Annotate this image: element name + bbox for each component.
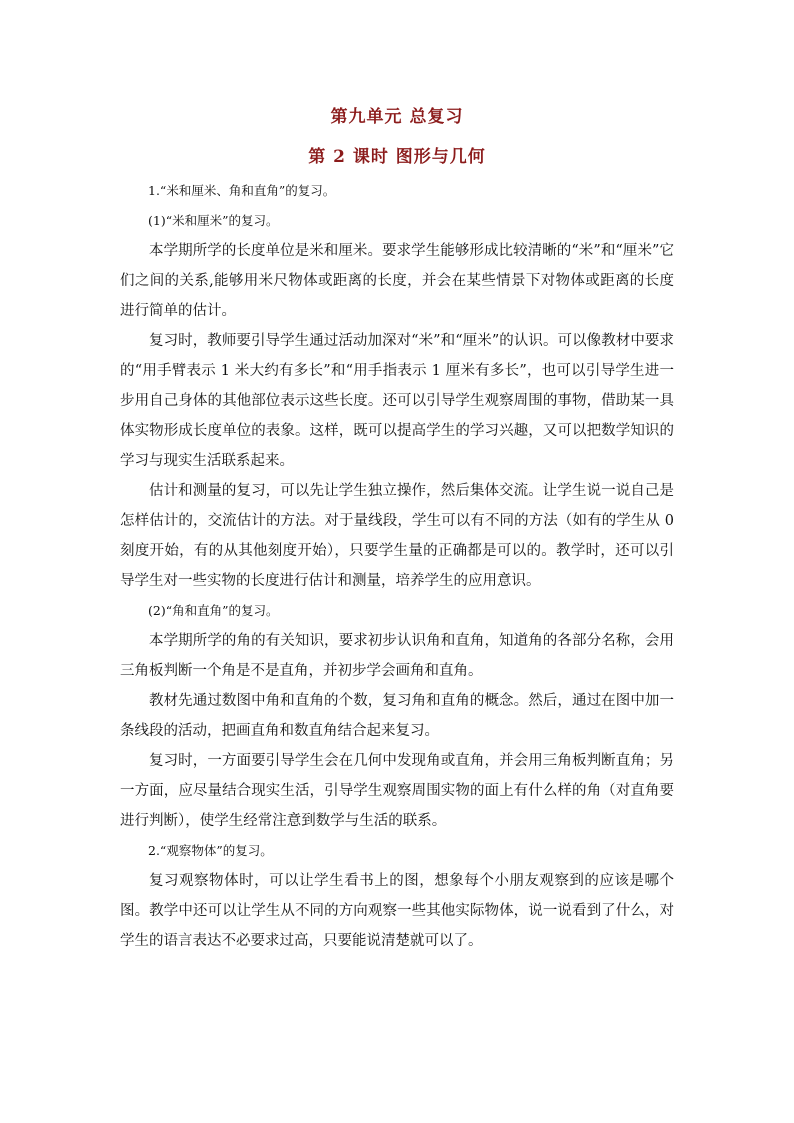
page-title: 第九单元 总复习 bbox=[330, 107, 464, 127]
section-heading-1: 1.“米和厘米、角和直角”的复习。 bbox=[148, 183, 336, 198]
paragraph: 本学期所学的长度单位是米和厘米。要求学生能够形成比较清晰的“米”和“厘米”它们之间的关系,能够用米尺物体或距离的长度，并会在某些情景下对物体或距离的长度进行简单的估计。 bbox=[120, 243, 674, 319]
paragraph: 复习时，教师要引导学生通过活动加深对“米”和“厘米”的认识。可以像教材中要求的“用手臂表示 1 米大约有多长”和“用手指表示 1 厘米有多长”，也可以引导学生进一步用自己身体的其他部位表示这些长度。还可以引导学生观察周围的事物，借助某一具体实物形成长度单位的表象。这样，既可以提高学生的学习兴趣，又可以把数学知识的学习与现实生活联系起来。 bbox=[120, 333, 674, 469]
subsection-heading-2: (2)“角和直角”的复习。 bbox=[148, 603, 279, 618]
page-subtitle: 第 2 课时 图形与几何 bbox=[308, 147, 486, 167]
paragraph: 估计和测量的复习，可以先让学生独立操作，然后集体交流。让学生说一说自己是怎样估计的，交流估计的方法。对于量线段，学生可以有不同的方法（如有的学生从 0 刻度开始，有的从其他刻度开始），只要学生量的正确都是可以的。教学时，还可以引导学生对一些实物的长度进行估计和测量，培养学生的应用意识。 bbox=[120, 483, 674, 589]
paragraph: 本学期所学的角的有关知识，要求初步认识角和直角，知道角的各部分名称，会用三角板判断一个角是不是直角，并初步学会画角和直角。 bbox=[120, 633, 674, 679]
subsection-heading-1: (1)“米和厘米”的复习。 bbox=[148, 213, 279, 228]
section-heading-2: 2.“观察物体”的复习。 bbox=[148, 843, 273, 858]
paragraph: 复习观察物体时，可以让学生看书上的图，想象每个小朋友观察到的应该是哪个图。教学中还可以让学生从不同的方向观察一些其他实际物体，说一说看到了什么，对学生的语言表达不必要求过高，只要能说清楚就可以了。 bbox=[120, 873, 674, 949]
paragraph: 教材先通过数图中角和直角的个数，复习角和直角的概念。然后，通过在图中加一条线段的活动，把画直角和数直角结合起来复习。 bbox=[120, 693, 674, 739]
paragraph: 复习时，一方面要引导学生会在几何中发现角或直角，并会用三角板判断直角；另一方面，应尽量结合现实生活，引导学生观察周围实物的面上有什么样的角（对直角要进行判断），使学生经常注意到数学与生活的联系。 bbox=[120, 753, 674, 829]
